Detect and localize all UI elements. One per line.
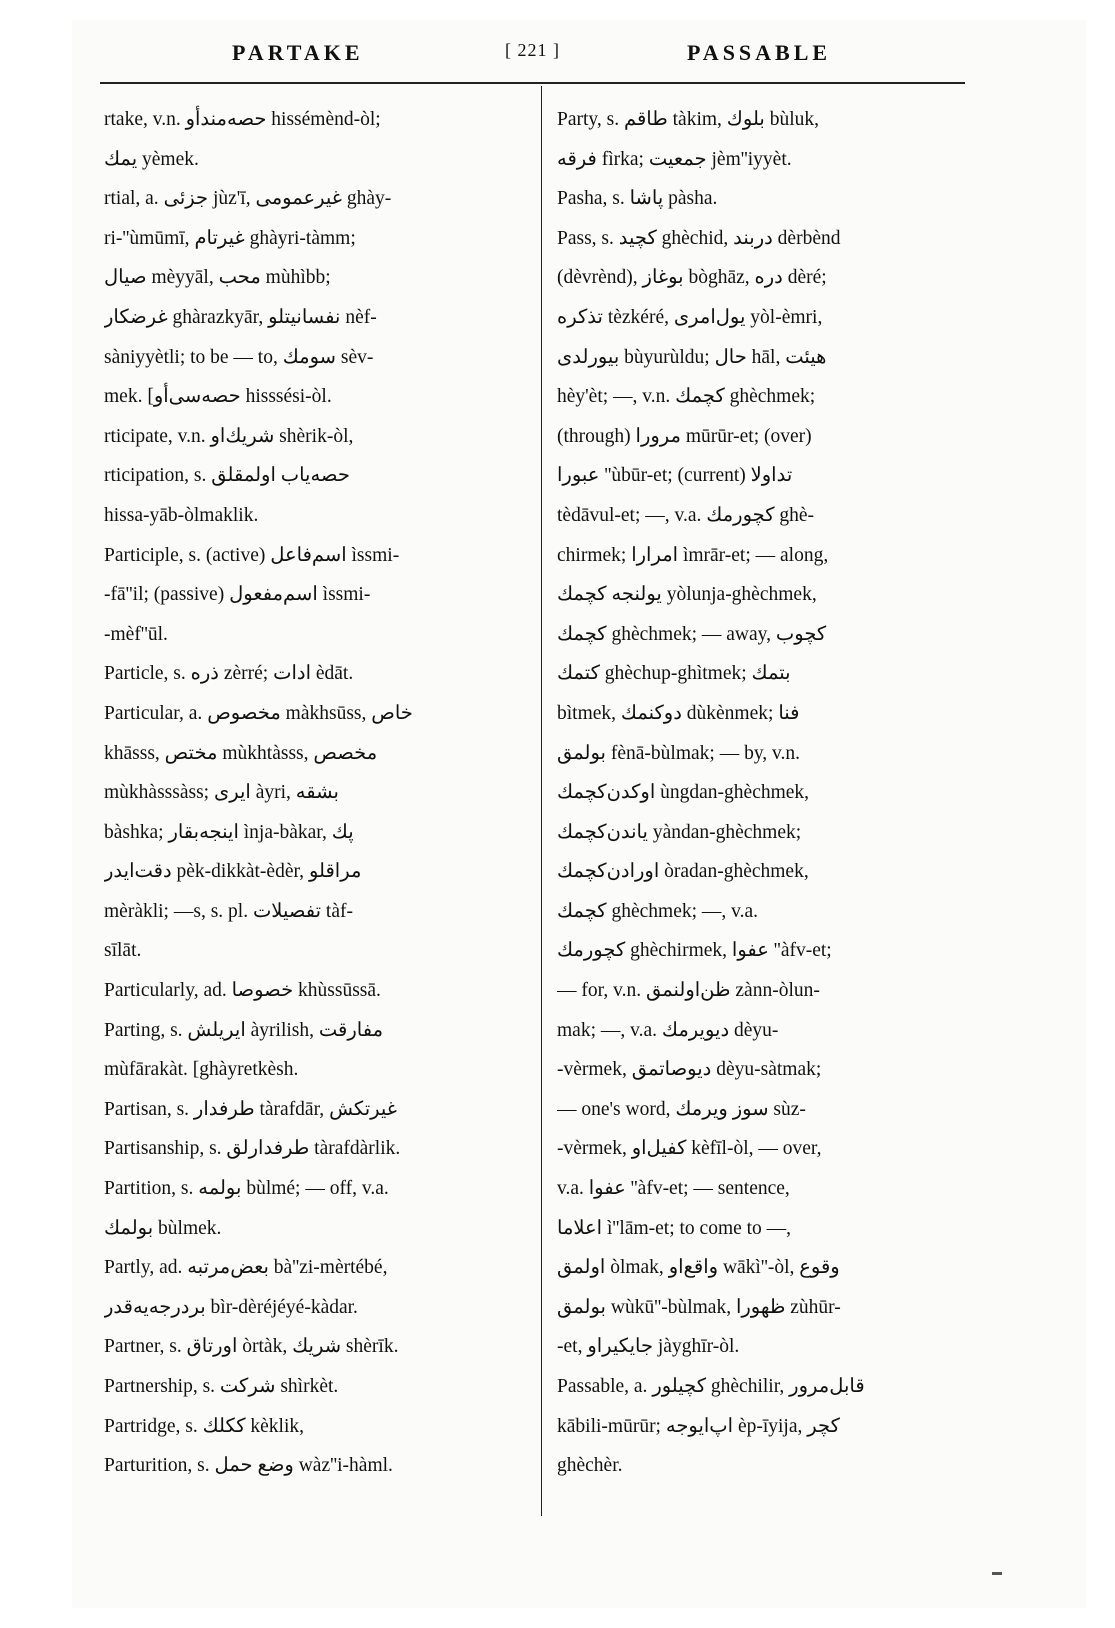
entry-line: يمك yèmek. xyxy=(104,148,199,170)
entry-line: kābili-mūrūr; اپ‌ايوجه èp-īyija, كچر xyxy=(557,1415,840,1437)
entry-line: (dèvrènd), بوغاز bòghāz, دره dèré; xyxy=(557,267,827,289)
entry-line: Pass, s. كچيد ghèchid, دربند dèrbènd xyxy=(557,227,841,249)
entry-line: كچمك ghèchmek; — away, كچوب xyxy=(557,623,827,645)
entry-line: -fā''il; (passive) اسم‌مفعول ìssmi- xyxy=(104,584,371,606)
entry-line: بولمق wùkū''-bùlmak, ظهورا zùhūr- xyxy=(557,1296,841,1318)
entry-line: فرقه fìrka; جمعيت jèm''iyyèt. xyxy=(557,148,792,170)
corner-mark xyxy=(992,1572,1002,1575)
entry-line: Passable, a. كچيلور ghèchilir, قابل‌مرور xyxy=(557,1376,865,1397)
header-last-headword: PASSABLE xyxy=(687,40,832,65)
entry-line: Parturition, s. وضع حمل wàz''i-hàml. xyxy=(104,1455,393,1477)
entry-line: اورادن‌كچمك òradan-ghèchmek, xyxy=(557,861,809,883)
entry-line: Particular, a. مخصوص màkhsūss, خاص xyxy=(104,702,413,724)
entry-line: ياندن‌كچمك yàndan-ghèchmek; xyxy=(557,821,802,843)
entry-line: Partisan, s. طرفدار tàrafdār, غيرتكش xyxy=(104,1098,397,1120)
entry-line: Participle, s. (active) اسم‌فاعل ìssmi- xyxy=(104,544,400,566)
entry-line: rtake, v.n. حصه‌مندأو hissémènd-òl; xyxy=(104,109,381,130)
entry-line: tèdāvul-et; —, v.a. كچورمك ghè- xyxy=(557,504,815,526)
entry-line: sīlāt. xyxy=(104,940,142,962)
entry-line: Party, s. طاقم tàkim, بلوك bùluk, xyxy=(557,109,819,130)
entry-line: mek. [حصه‌سى‌أو hisssési-òl. xyxy=(104,386,332,408)
entry-line: Partner, s. اورتاق òrtàk, شريك shèrīk. xyxy=(104,1336,399,1358)
entry-line: Particularly, ad. خصوصا khùssūssā. xyxy=(104,980,381,1002)
entry-line: بولمق fènā-bùlmak; — by, v.n. xyxy=(557,742,801,764)
entry-line: bìtmek, دوكنمك dùkènmek; فنا xyxy=(557,702,800,724)
entry-line: عبورا ''ùbūr-et; (current) تداولا xyxy=(557,465,793,487)
entry-line: كچورمك ghèchirmek, عفوا ''àfv-et; xyxy=(557,940,832,962)
entry-line: -vèrmek, كفيل‌او kèfīl-òl, — over, xyxy=(557,1138,822,1160)
left-column xyxy=(104,100,526,1486)
entry-line: Partnership, s. شركت shìrkèt. xyxy=(104,1376,339,1397)
entry-line: بيورلدى bùyurùldu; حال hāl, هيئت xyxy=(557,346,827,368)
entry-line: mùkhàsssàss; ايرى àyri, بشقه xyxy=(104,782,339,804)
header-rule xyxy=(100,82,965,84)
entry-line: كچمك ghèchmek; —, v.a. xyxy=(557,900,759,922)
entry-line: v.a. عفوا ''àfv-et; — sentence, xyxy=(557,1178,790,1200)
entry-line: Pasha, s. پاشا pàsha. xyxy=(557,188,718,210)
entry-line: — one's word, سوز ويرمك sùz- xyxy=(557,1098,806,1120)
entry-line: -et, جايكير‌او jàyghīr-òl. xyxy=(557,1336,740,1358)
entry-line: — for, v.n. ظن‌اولنمق zànn-òlun- xyxy=(557,980,820,1002)
entry-line: bàshka; اينجه‌بقار ìnja-bàkar, پك xyxy=(104,821,354,843)
entry-line: غرضكار ghàrazkyār, نفسانيتلو nèf- xyxy=(104,306,377,328)
entry-line: rticipate, v.n. شريك‌او shèrik-òl, xyxy=(104,425,354,447)
entry-line: khāsss, مختص mùkhtàsss, مخصص xyxy=(104,742,378,764)
entry-line: ri-''ùmūmī, غيرتام ghàyri-tàmm; xyxy=(104,227,356,249)
entry-line: -vèrmek, ديوصاتمق dèyu-sàtmak; xyxy=(557,1059,822,1081)
entry-line: تذكره tèzkéré, يول‌امرى yòl-èmri, xyxy=(557,306,823,328)
entry-line: Partisanship, s. طرفدارلق tàrafdàrlik. xyxy=(104,1138,401,1160)
entry-line: ghèchèr. xyxy=(557,1455,623,1477)
entry-line: mak; —, v.a. ديويرمك dèyu- xyxy=(557,1019,779,1041)
column-divider xyxy=(541,86,542,1516)
entry-line: صيال mèyyāl, محب mùhìbb; xyxy=(104,267,331,289)
entry-line: Partition, s. بولمه bùlmé; — off, v.a. xyxy=(104,1178,389,1200)
entry-line: Partridge, s. ككلك kèklik, xyxy=(104,1415,305,1437)
entry-line: (through) مرورا mūrūr-et; (over) xyxy=(557,425,812,447)
entry-line: mèràkli; —s, s. pl. تفصيلات tàf- xyxy=(104,900,353,922)
entry-line: rticipation, s. حصه‌ياب اولمقلق xyxy=(104,465,350,487)
entry-line: hèy'èt; —, v.n. كچمك ghèchmek; xyxy=(557,386,816,408)
entry-line: اولمق òlmak, واقع‌او wākì''-òl, وقوع xyxy=(557,1257,840,1279)
header-first-headword: PARTAKE xyxy=(232,40,364,65)
entry-line: دقت‌ايدر pèk-dikkàt-èdèr, مراقلو xyxy=(104,861,362,883)
entry-line: Particle, s. ذره zèrré; ادات èdāt. xyxy=(104,663,354,685)
entry-line: يولنجه كچمك yòlunja-ghèchmek, xyxy=(557,584,817,606)
right-column xyxy=(557,100,969,1486)
entry-line: hissa-yāb-òlmaklik. xyxy=(104,504,259,526)
entry-line: chirmek; امرارا ìmrār-et; — along, xyxy=(557,544,829,566)
entry-line: كتمك ghèchup-ghìtmek; بتمك xyxy=(557,663,791,685)
entry-line: -mèf''ūl. xyxy=(104,623,168,645)
entry-line: اعلاما ì''lām-et; to come to —, xyxy=(557,1217,792,1239)
entry-line: Partly, ad. بعض‌مرتبه bà''zi-mèrtébé, xyxy=(104,1257,388,1279)
running-header xyxy=(150,36,970,76)
entry-line: rtial, a. جزئى jùz'ī, غيرعمومى ghày- xyxy=(104,188,392,210)
page-number: [ 221 ] xyxy=(505,40,560,60)
entry-line: بردرجه‌يه‌قدر bìr-dèréjéyé-kàdar. xyxy=(104,1296,358,1318)
entry-line: اوكدن‌كچمك ùngdan-ghèchmek, xyxy=(557,782,810,804)
entry-line: Parting, s. ايريلش àyrilish, مفارقت xyxy=(104,1019,384,1041)
entry-line: بولمك bùlmek. xyxy=(104,1217,222,1239)
entry-line: mùfārakàt. [ghàyretkèsh. xyxy=(104,1059,299,1081)
entry-line: sàniyyètli; to be — to, سومك sèv- xyxy=(104,346,374,368)
